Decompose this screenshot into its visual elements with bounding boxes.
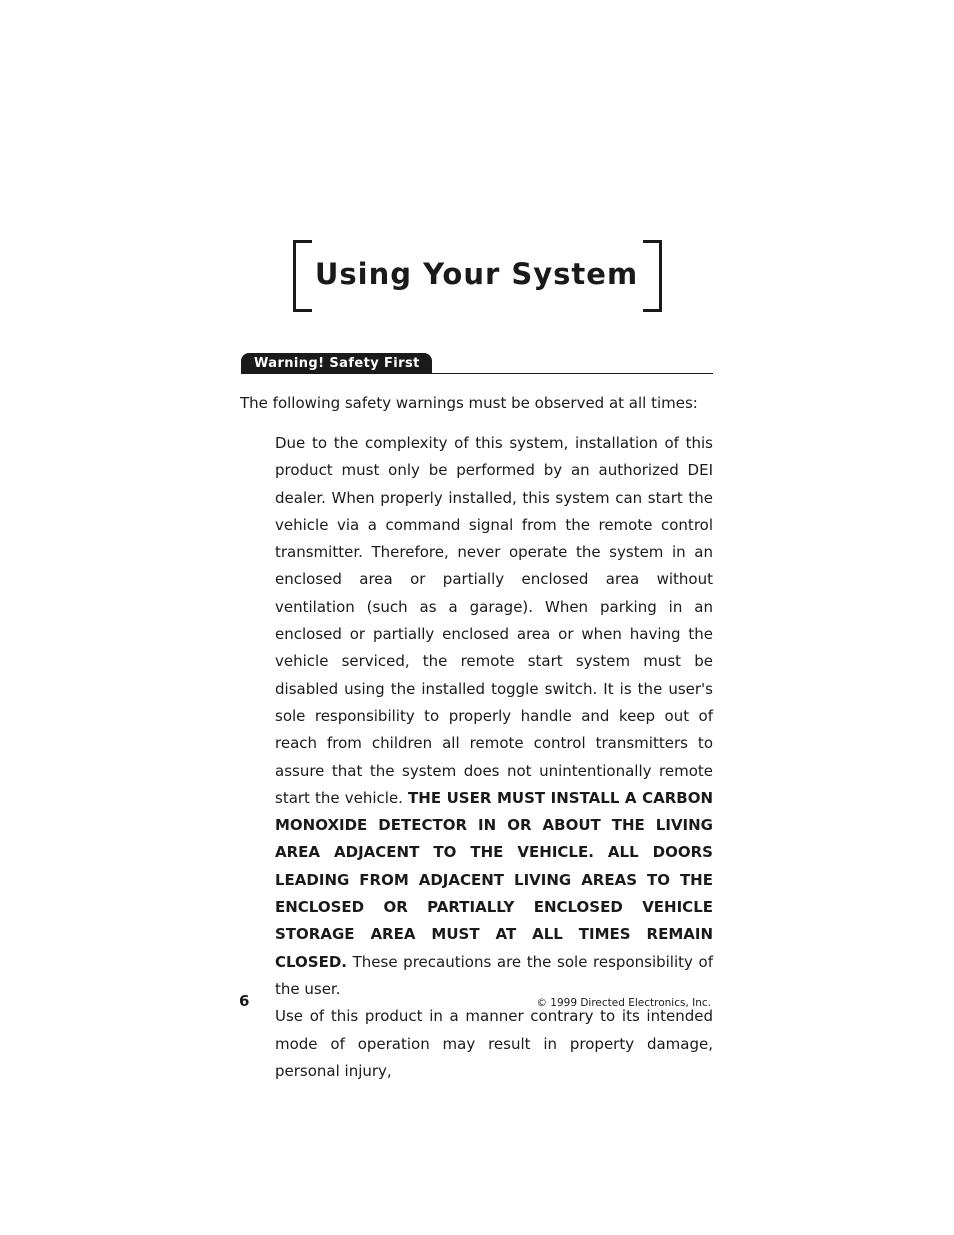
warning-text-part1: Due to the complexity of this system, installation of this product must only be performed by an authorized DEI dealer. When properly installed, this system can start the vehicle via a command signal from the remote control transmitter. Therefore, never operate the system in an enclosed area or partially enclosed area without ventilation (such as a garage). When parking in an enclosed or partially enclosed area or when having the vehicle serviced, the remote start system must be disabled using the installed toggle switch. It is the user's sole responsibility to properly handle and keep out of reach from children all remote control transmitters to assure that the system does not unintentionally remote start the vehicle. <box>275 434 713 807</box>
section-heading-tab: Warning! Safety First <box>241 353 432 374</box>
intro-text: The following safety warnings must be observed at all times: <box>240 394 698 412</box>
warning-paragraph <box>275 430 713 1003</box>
page-number: 6 <box>239 992 250 1010</box>
warning-body <box>275 430 713 1085</box>
warning-paragraph-2: Use of this product in a manner contrary to its intended mode of operation may result in property damage, personal injury, <box>275 1007 713 1080</box>
right-bracket <box>643 240 662 312</box>
warning-bold-text: THE USER MUST INSTALL A CARBON MONOXIDE DETECTOR IN OR ABOUT THE LIVING AREA ADJACENT TO THE VEHICLE. ALL DOORS LEADING FROM ADJACENT LIVING AREAS TO THE ENCLOSED OR PARTIALLY ENCLOSED VEHICLE STORAGE AREA MUST AT ALL TIMES REMAIN CLOSED. <box>275 788 713 971</box>
warning-text-part2: These precautions are the sole responsibility of the user. <box>275 952 713 998</box>
copyright-notice: © 1999 Directed Electronics, Inc. <box>536 997 711 1009</box>
page-title: Using Your System <box>314 257 639 291</box>
